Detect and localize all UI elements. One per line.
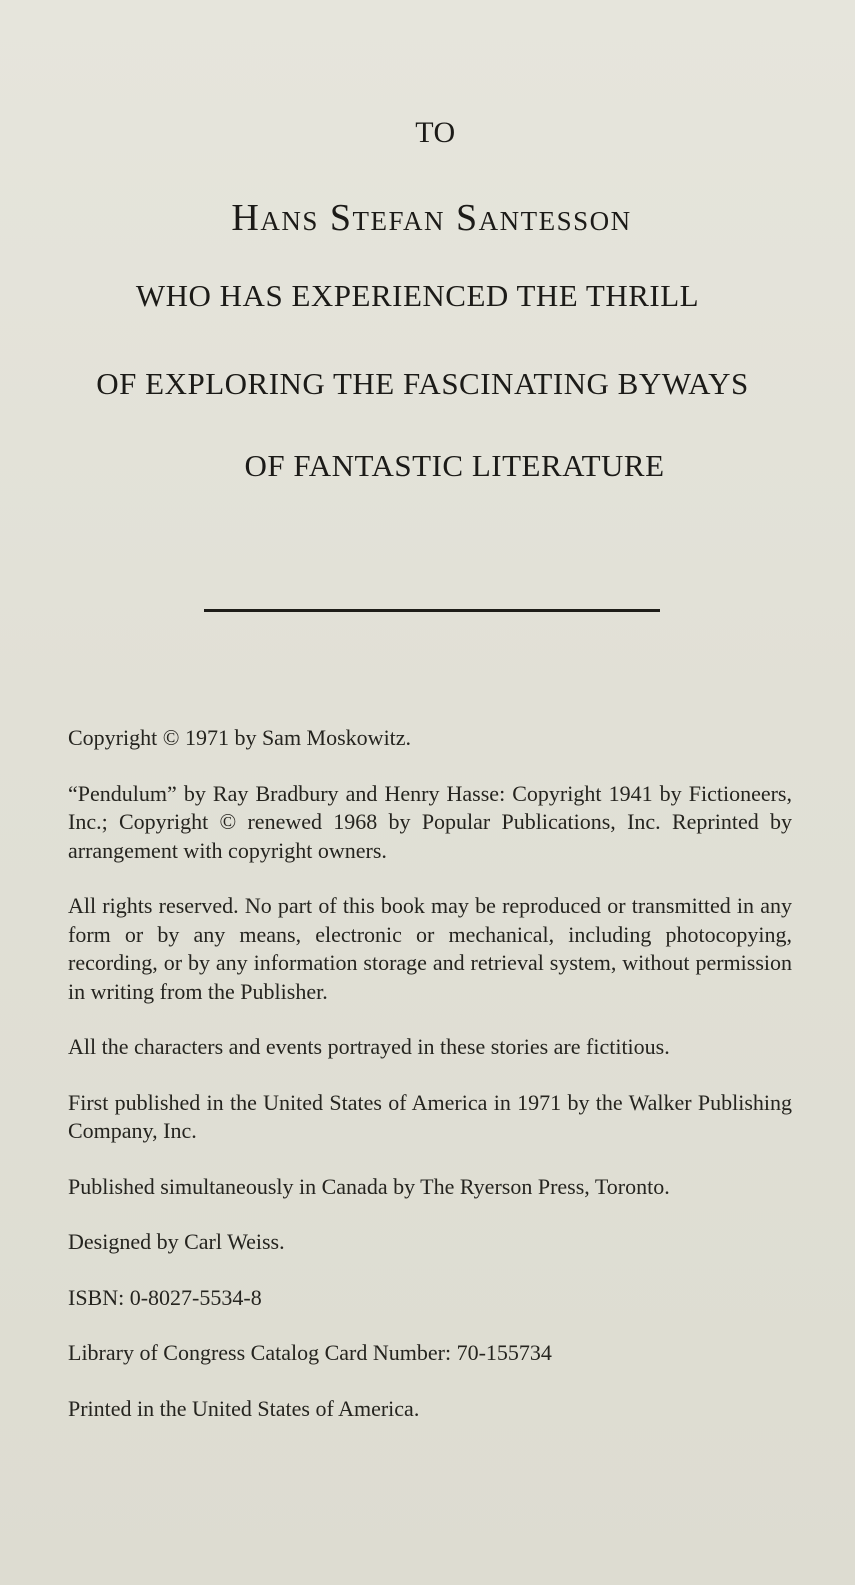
dedication-line-3: OF FANTASTIC LITERATURE (244, 448, 665, 483)
copyright-notice: Copyright © 1971 by Sam Moskowitz. (68, 725, 412, 750)
canada-publication: Published simultaneously in Canada by The Ryerson Press, Toronto. (68, 1173, 670, 1199)
first-published: First published in the United States of America in 1971 by the Walker Publishing Company, Inc. (68, 1089, 792, 1143)
dedication-name: Hans Stefan Santesson (231, 197, 632, 239)
dedication-line-2: OF EXPLORING THE FASCINATING BYWAYS (96, 366, 749, 401)
rights-reserved: All rights reserved. No part of this book may be reproduced or transmitted in any form or by any means, electronic or mechanical, including photocopying, recording, or by any information storage and retrieval system, without permission in writing from the Publisher. (68, 893, 792, 1004)
designer-credit: Designed by Carl Weiss. (68, 1229, 285, 1254)
loc-catalog-number: Library of Congress Catalog Card Number: 70-155734 (68, 1340, 552, 1365)
pendulum-credit: “Pendulum” by Ray Bradbury and Henry Hasse: Copyright 1941 by Fictioneers, Inc.; Copyright © renewed 1968 by Popular Publications, Inc. Reprinted by arrangement with copyright owners. (68, 780, 792, 863)
printed-in: Printed in the United States of America. (68, 1395, 420, 1421)
fiction-disclaimer: All the characters and events portrayed in these stories are fictitious. (68, 1034, 670, 1059)
divider-rule (204, 609, 660, 612)
dedication-line-1: WHO HAS EXPERIENCED THE THRILL (135, 278, 700, 313)
dedication-to: TO (415, 116, 456, 149)
copyright-block (68, 724, 792, 1450)
isbn: ISBN: 0-8027-5534-8 (68, 1284, 262, 1310)
